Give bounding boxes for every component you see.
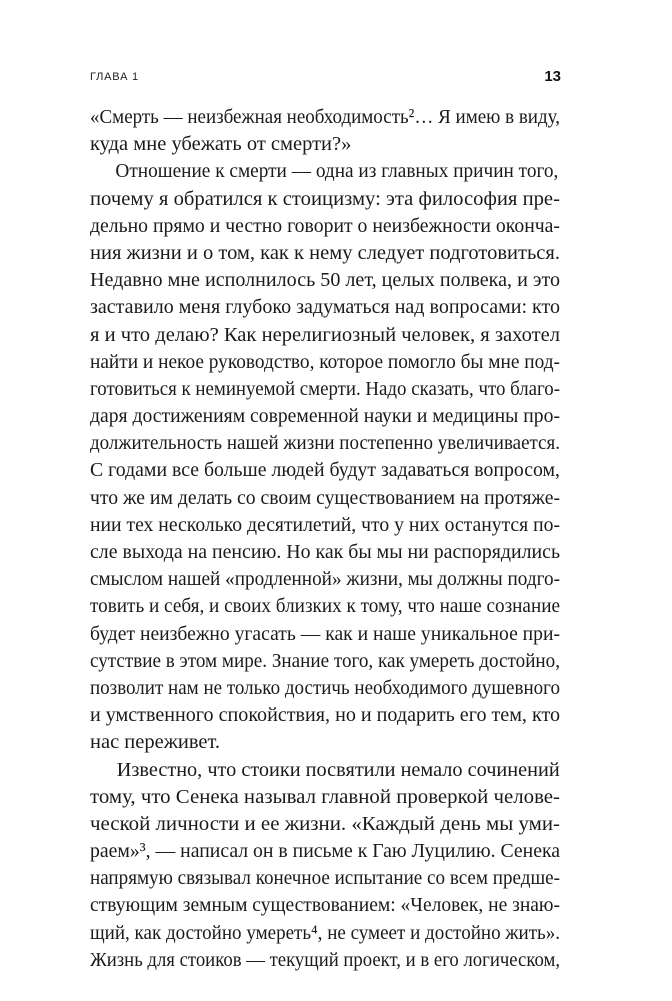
text-line: сутствие в этом мире. Знание того, как умереть достойно, (90, 649, 560, 672)
chapter-label: ГЛАВА 1 (90, 71, 139, 83)
text-line: куда мне убежать от смерти?» (90, 133, 352, 156)
page-header (90, 68, 561, 90)
text-line: щий, как достойно умереть⁴, не сумеет и достойно жить». (90, 921, 560, 944)
text-line: что же им делать со своим существованием на протяже- (90, 486, 561, 509)
text-line: должительность нашей жизни постепенно увеличивается. (90, 432, 560, 455)
text-line: ствующим земным существованием: «Человек, не знаю- (90, 894, 561, 917)
text-line: товить и себя, и своих близких к тому, что наше сознание (90, 595, 561, 618)
text-line: сле выхода на пенсию. Но как бы мы ни распорядились (90, 541, 561, 563)
text-line: С годами все больше людей будут задаваться вопросом, (90, 459, 560, 482)
text-line: я и что делаю? Как нерелигиозный человек, я захотел (90, 323, 560, 346)
text-line: нас переживет. (90, 731, 221, 754)
text-line: даря достижениям современной науки и медицины про- (90, 405, 560, 428)
text-line: смыслом нашей «продленной» жизни, мы должны подго- (90, 568, 561, 591)
text-line: найти и некое руководство, которое помогло бы мне под- (90, 350, 560, 373)
page-number: 13 (544, 68, 561, 85)
text-line: Отношение к смерти — одна из главных причин того, (115, 160, 559, 183)
text-line: «Смерть — неизбежная необходимость²… Я имею в виду, (90, 106, 561, 128)
body-text (90, 104, 605, 974)
text-line: тому, что Сенека называл главной проверкой челове- (90, 785, 561, 808)
text-line: позволит нам не только достичь необходимого душевного (90, 676, 561, 699)
text-line: Известно, что стоики посвятили немало сочинений (116, 758, 560, 781)
text-line: напрямую связывал конечное испытание со всем предше- (90, 867, 560, 890)
text-line: ческой личности и ее жизни. «Каждый день мы уми- (90, 812, 561, 835)
text-line: и умственного спокойствия, но и подарить его тем, кто (90, 704, 561, 727)
text-line: Жизнь для стоиков — текущий проект, и в его логическом, (90, 948, 561, 971)
text-line: нии тех несколько десятилетий, что у них останутся по- (90, 513, 561, 536)
text-line: заставило меня глубоко задуматься над вопросами: кто (90, 296, 561, 319)
text-line: дельно прямо и честно говорит о неизбежности оконча- (90, 214, 560, 237)
text-line: раем»³, — написал он в письме к Гаю Луцилию. Сенека (90, 840, 561, 863)
text-line: ния жизни и о том, как к нему следует подготовиться. (90, 241, 560, 264)
text-line: готовиться к неминуемой смерти. Надо сказать, что благо- (90, 377, 561, 400)
text-line: Недавно мне исполнилось 50 лет, целых полвека, и это (90, 269, 561, 292)
text-line: почему я обратился к стоицизму: эта философия пре- (90, 187, 560, 210)
text-line: будет неизбежно угасать — как и наше уникальное при- (90, 622, 561, 645)
